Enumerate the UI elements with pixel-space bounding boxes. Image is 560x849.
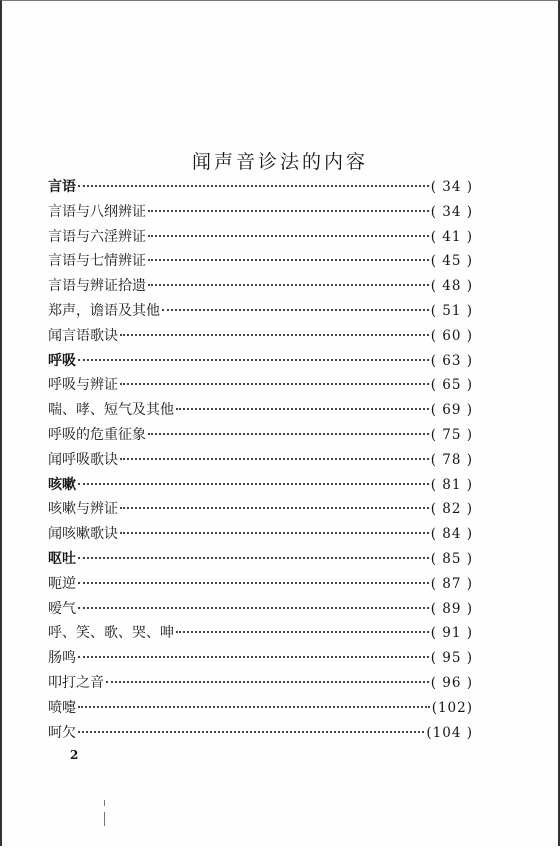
dot-leader	[148, 284, 429, 286]
toc-page-number: ( 48 )	[430, 278, 473, 295]
dot-leader	[78, 731, 424, 733]
toc-page-number: ( 34 )	[430, 203, 473, 220]
dot-leader	[78, 483, 429, 485]
dot-leader	[120, 383, 429, 385]
toc-section-heading: 呕吐	[48, 550, 76, 567]
dot-leader	[78, 607, 429, 609]
dot-leader	[148, 235, 429, 237]
dot-leader	[120, 507, 429, 509]
dot-leader	[148, 433, 429, 435]
toc-entry	[48, 250, 473, 275]
toc-entry-label: 呼吸的危重征象	[48, 426, 146, 443]
toc-entry	[48, 647, 473, 672]
dot-leader	[78, 557, 429, 559]
dot-leader	[78, 185, 429, 187]
toc-page-number: ( 91 )	[430, 625, 473, 642]
dot-leader	[148, 259, 429, 261]
toc-entry	[48, 424, 473, 449]
toc-entry-label: 呼、笑、歌、哭、呻	[48, 625, 174, 642]
toc-entry-label: 喘、哮、短气及其他	[48, 402, 174, 419]
toc-entry-label: 呃逆	[48, 575, 76, 592]
toc-entry-label: 闻呼吸歌诀	[48, 451, 118, 468]
toc-page-number: ( 45 )	[430, 253, 473, 270]
dot-leader	[176, 631, 429, 633]
toc-page-number: ( 95 )	[430, 650, 473, 667]
dot-leader	[162, 309, 429, 311]
toc-section-heading: 咳嗽	[48, 476, 76, 493]
toc-section-heading: 呼吸	[48, 352, 76, 369]
dot-leader	[106, 681, 429, 683]
dot-leader	[78, 656, 429, 658]
dot-leader	[176, 408, 429, 410]
dot-leader	[78, 359, 429, 361]
toc-page-number: ( 96 )	[430, 674, 473, 691]
toc-page-number: ( 69 )	[430, 402, 473, 419]
toc-page-number: (104 )	[426, 724, 473, 741]
toc-page-number: ( 82 )	[430, 501, 473, 518]
toc-entry-label: 咳嗽与辨证	[48, 501, 118, 518]
toc-entry	[48, 350, 473, 375]
toc-entry	[48, 226, 473, 251]
toc-page-number: ( 51 )	[430, 302, 473, 319]
toc-page-number: ( 81 )	[430, 476, 473, 493]
dot-leader	[78, 706, 430, 708]
toc-entry	[48, 449, 473, 474]
toc-entry-label: 言语与六淫辨证	[48, 228, 146, 245]
toc-entry	[48, 325, 473, 350]
toc-entry-label: 呵欠	[48, 724, 76, 741]
toc-page-number: ( 65 )	[430, 377, 473, 394]
toc-entry	[48, 573, 473, 598]
page-title: 闻声音诊法的内容	[191, 150, 368, 173]
toc-entry-label: 言语与七情辨证	[48, 253, 146, 270]
toc-page-number: ( 89 )	[430, 600, 473, 617]
toc-entry-label: 闻咳嗽歌诀	[48, 526, 118, 543]
toc-entry-label: 言语与八纲辨证	[48, 203, 146, 220]
toc-entry	[48, 548, 473, 573]
toc-entry	[48, 697, 473, 722]
toc-page-number: ( 63 )	[430, 352, 473, 369]
toc-page-number: ( 85 )	[430, 550, 473, 567]
toc-entry	[48, 374, 473, 399]
toc-entry-label: 呼吸与辨证	[48, 377, 118, 394]
toc-page-number: ( 75 )	[430, 426, 473, 443]
toc-page-number: ( 60 )	[430, 327, 473, 344]
table-of-contents	[48, 176, 473, 746]
toc-page-number: ( 78 )	[430, 451, 473, 468]
toc-page-number: ( 41 )	[430, 228, 473, 245]
toc-entry	[48, 474, 473, 499]
dot-leader	[78, 582, 429, 584]
scan-mark	[104, 800, 105, 806]
toc-entry	[48, 300, 473, 325]
toc-entry	[48, 201, 473, 226]
dot-leader	[120, 532, 429, 534]
toc-entry	[48, 722, 473, 747]
toc-section-heading: 言语	[48, 179, 76, 195]
toc-entry	[48, 399, 473, 424]
toc-entry	[48, 176, 473, 201]
toc-entry-label: 肠鸣	[48, 650, 76, 667]
toc-page-number: ( 34 )	[430, 179, 473, 195]
scan-mark	[104, 812, 105, 826]
toc-entry	[48, 275, 473, 300]
toc-entry	[48, 598, 473, 623]
toc-entry-label: 叩打之音	[48, 674, 104, 691]
toc-entry	[48, 523, 473, 548]
toc-page-number: ( 84 )	[430, 526, 473, 543]
toc-entry-label: 郑声，谵语及其他	[48, 302, 160, 319]
toc-entry	[48, 622, 473, 647]
toc-page-number: (102)	[431, 699, 473, 716]
page-number: 2	[70, 748, 79, 762]
toc-entry	[48, 498, 473, 523]
dot-leader	[120, 458, 429, 460]
dot-leader	[148, 210, 429, 212]
toc-entry-label: 嗳气	[48, 600, 76, 617]
toc-entry-label: 喷嚏	[48, 699, 76, 716]
toc-entry-label: 言语与辨证拾遗	[48, 278, 146, 295]
dot-leader	[120, 334, 429, 336]
toc-entry-label: 闻言语歌诀	[48, 327, 118, 344]
toc-page-number: ( 87 )	[430, 575, 473, 592]
toc-entry	[48, 672, 473, 697]
